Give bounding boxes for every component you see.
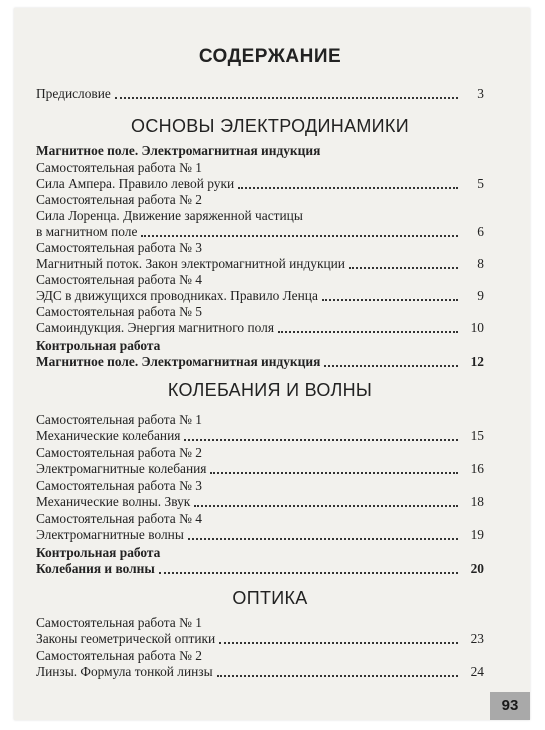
entry-page: 23 [470,631,484,646]
toc-entry-control [36,561,484,577]
control-work-label: Контрольная работа [36,545,161,560]
work-label: Самостоятельная работа № 4 [36,272,202,287]
toc-entry [36,224,484,240]
page-title: СОДЕРЖАНИЕ [198,46,342,67]
entry-text: Колебания и волны [36,561,155,576]
entry-page: 19 [470,527,484,542]
dot-leader [217,675,458,677]
entry-text: Механические волны. Звук [36,494,191,509]
dot-leader [278,331,458,333]
work-label: Самостоятельная работа № 2 [36,192,202,207]
section-title-optics: ОПТИКА [232,588,308,608]
dot-leader [324,365,458,367]
entry-page: 3 [477,86,484,101]
entry-text: Магнитное поле. Электромагнитная индукция [36,354,321,369]
entry-page: 10 [470,320,484,335]
entry-page: 12 [470,354,484,369]
entry-text: Предисловие [36,86,111,101]
entry-text: Магнитный поток. Закон электромагнитной индукции [36,256,345,271]
entry-page: 5 [477,176,484,191]
dot-leader [238,187,458,189]
entry-text: Электромагнитные колебания [36,461,207,476]
work-label: Самостоятельная работа № 3 [36,478,202,493]
dot-leader [322,299,458,301]
section-title-electrodynamics: ОСНОВЫ ЭЛЕКТРОДИНАМИКИ [131,116,409,136]
dot-leader [210,472,458,474]
work-label: Самостоятельная работа № 1 [36,412,202,427]
toc-entry [36,256,484,272]
work-label: Самостоятельная работа № 3 [36,240,202,255]
entry-text-line: Сила Лоренца. Движение заряженной частицы [36,208,303,223]
entry-page: 9 [477,288,484,303]
section-subtitle: Магнитное поле. Электромагнитная индукция [36,143,321,158]
dot-leader [194,505,458,507]
work-label: Самостоятельная работа № 5 [36,304,202,319]
toc-entry-preface [36,86,484,102]
toc-entry [36,288,484,304]
entry-text: Законы геометрической оптики [36,631,216,646]
dot-leader [141,235,458,237]
entry-page: 18 [470,494,484,509]
work-label: Самостоятельная работа № 1 [36,160,202,175]
entry-page: 15 [470,428,484,443]
book-page [14,8,530,720]
toc-entry [36,494,484,510]
page-number-badge: 93 [490,692,530,720]
entry-text: ЭДС в движущихся проводниках. Правило Ленца [36,288,318,303]
entry-text: в магнитном поле [36,224,138,239]
entry-text: Механические колебания [36,428,181,443]
work-label: Самостоятельная работа № 4 [36,511,202,526]
dot-leader [115,97,458,99]
entry-text: Линзы. Формула тонкой линзы [36,664,213,679]
toc-entry [36,428,484,444]
entry-page: 16 [470,461,484,476]
control-work-label: Контрольная работа [36,338,161,353]
toc-entry [36,631,484,647]
entry-page: 24 [470,664,484,679]
toc-entry [36,664,484,680]
entry-text: Электромагнитные волны [36,527,184,542]
dot-leader [184,439,458,441]
toc-entry [36,320,484,336]
work-label: Самостоятельная работа № 1 [36,615,202,630]
entry-page: 20 [470,561,484,576]
entry-page: 6 [477,224,484,239]
toc-entry [36,527,484,543]
toc-entry-control [36,354,484,370]
toc-entry [36,176,484,192]
dot-leader [159,572,458,574]
work-label: Самостоятельная работа № 2 [36,445,202,460]
entry-text: Самоиндукция. Энергия магнитного поля [36,320,274,335]
dot-leader [349,267,458,269]
dot-leader [188,538,458,540]
toc-entry [36,461,484,477]
section-title-oscillations: КОЛЕБАНИЯ И ВОЛНЫ [167,380,373,400]
entry-page: 8 [477,256,484,271]
entry-text: Сила Ампера. Правило левой руки [36,176,235,191]
work-label: Самостоятельная работа № 2 [36,648,202,663]
dot-leader [219,642,458,644]
